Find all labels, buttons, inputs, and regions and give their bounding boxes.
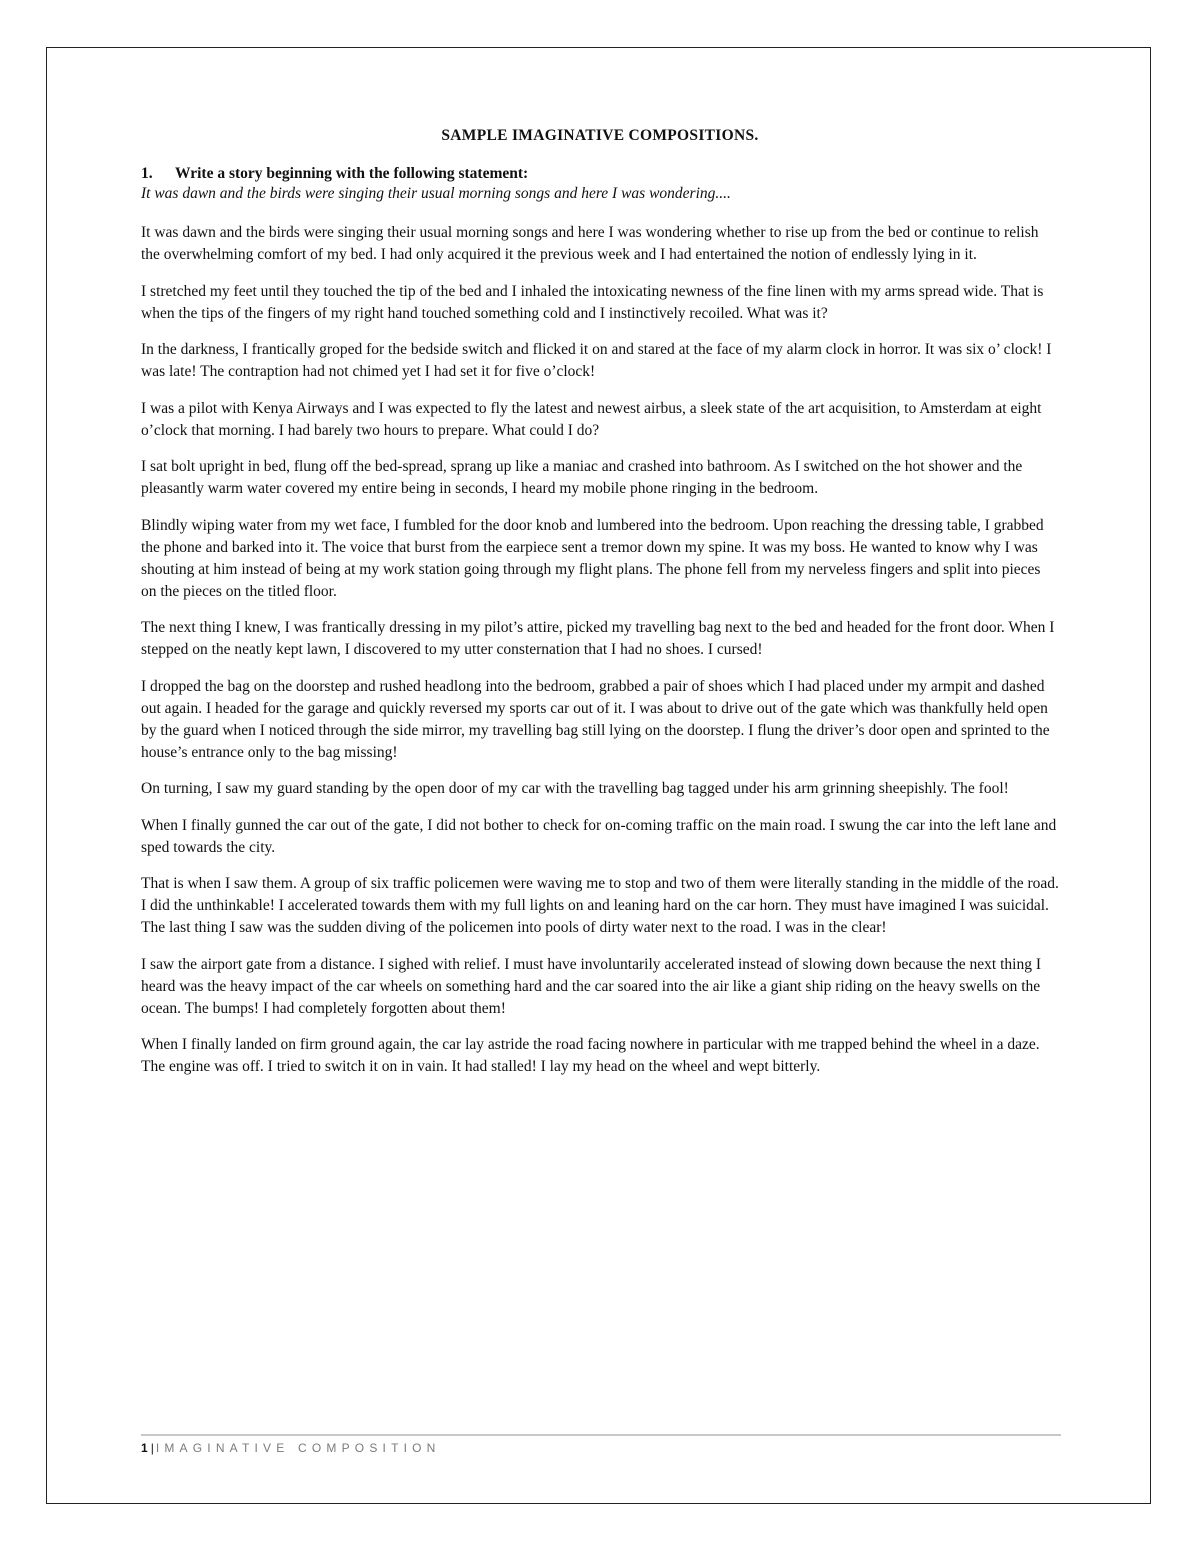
page-number: 1 — [141, 1441, 148, 1455]
story-paragraph-8: I dropped the bag on the doorstep and rushed headlong into the bedroom, grabbed a pair of shoes which I had placed under my armpit and dashed out again. I headed for the garage and quickly reversed my sports car out of it. I was about to drive out of the gate which was thankfully held open by the guard when I noticed through the side mirror, my travelling bag still lying on the doorstep. I flung the driver’s door open and sprinted to the house’s entrance only to the bag missing! — [141, 677, 1050, 761]
story-paragraph-10: When I finally gunned the car out of the gate, I did not bother to check for on-coming traffic on the main road. I swung the car into the left lane and sped towards the city. — [141, 816, 1057, 856]
story-paragraph-3: In the darkness, I frantically groped for the bedside switch and flicked it on and stared at the face of my alarm clock in horror. It was six o’ clock! I was late! The contraption had not chimed yet I had set it for five o’clock! — [141, 341, 1052, 380]
running-title: IMAGINATIVE COMPOSITION — [155, 1441, 441, 1455]
story-paragraph-7: The next thing I knew, I was frantically dressing in my pilot’s attire, picked my travelling bag next to the bed and headed for the front door. When I stepped on the neatly kept lawn, I discovered to my utter consternation that I had no shoes. I cursed! — [141, 619, 1055, 658]
question-heading — [141, 164, 1059, 184]
story-paragraph-13: When I finally landed on firm ground again, the car lay astride the road facing nowhere in particular with me trapped behind the wheel in a daze. The engine was off. I tried to switch it on in vain. It had stalled! I lay my head on the wheel and wept bitterly. — [141, 1036, 1040, 1075]
story-paragraph-4: I was a pilot with Kenya Airways and I was expected to fly the latest and newest airbus, a sleek state of the art acquisition, to Amsterdam at eight o’clock that morning. I had barely two hours to prepare. What could I do? — [141, 399, 1042, 439]
story-paragraph-12: I saw the airport gate from a distance. I sighed with relief. I must have involuntarily accelerated instead of slowing down because the next thing I heard was the heavy impact of the car wheels on something hard and the car soared into the air like a giant ship riding on the heavy swells on the ocean. The bumps! I had completely forgotten about them! — [141, 955, 1041, 1017]
footer-separator: | — [150, 1441, 154, 1455]
story-paragraph-2: I stretched my feet until they touched the tip of the bed and I inhaled the intoxicating newness of the fine linen with my arms spread wide. That is when the tips of the fingers of my right hand touched something cold and I instinctively recoiled. What was it? — [141, 282, 1044, 322]
story-paragraph-11: That is when I saw them. A group of six traffic policemen were waving me to stop and two of them were literally standing in the middle of the road. I did the unthinkable! I accelerated towards them with my full lights on and leaning hard on the car horn. They must have imagined I was suicidal. The last thing I saw was the sudden diving of the policemen into pools of dirty water next to the road. I was in the clear! — [141, 875, 1059, 936]
question-number: 1. — [141, 165, 153, 182]
story-paragraph-9: On turning, I saw my guard standing by the open door of my car with the travelling bag tagged under his arm grinning sheepishly. The fool! — [141, 780, 1009, 797]
document-title: SAMPLE IMAGINATIVE COMPOSITIONS. — [441, 127, 759, 144]
page-footer — [141, 1440, 441, 1456]
footer-rule — [141, 1434, 1061, 1436]
story-paragraph-6: Blindly wiping water from my wet face, I fumbled for the door knob and lumbered into the bedroom. Upon reaching the dressing table, I grabbed the phone and barked into it. The voice that burst from the earpiece sent a tremor down my spine. It was my boss. He wanted to know why I was shouting at him instead of being at my work station going through my flight plans. The phone fell from my nerveless fingers and split into pieces on the pieces on the titled floor. — [141, 516, 1044, 600]
question-text: Write a story beginning with the following statement: — [175, 165, 529, 182]
question-prompt: It was dawn and the birds were singing their usual morning songs and here I was wondering.... — [141, 185, 731, 202]
story-paragraph-1: It was dawn and the birds were singing their usual morning songs and here I was wondering whether to rise up from the bed or continue to relish the overwhelming comfort of my bed. I had only acquired it the previous week and I had entertained the notion of endlessly lying in it. — [141, 224, 1039, 263]
document-body — [141, 126, 1059, 1093]
story-paragraph-5: I sat bolt upright in bed, flung off the bed-spread, sprang up like a maniac and crashed into bathroom. As I switched on the hot shower and the pleasantly warm water covered my entire being in seconds, I heard my mobile phone ringing in the bedroom. — [141, 458, 1023, 497]
